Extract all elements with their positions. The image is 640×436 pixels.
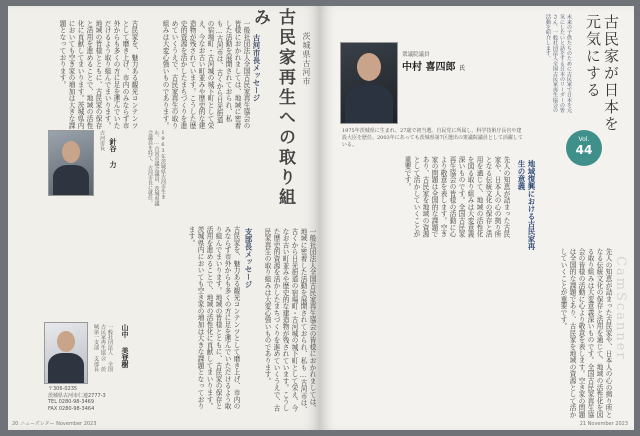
chief-role: 一般社団法人 全国古民家再生協会 茨城第一支部 支部長 xyxy=(93,324,113,372)
contact-tel: TEL 0280-98-3469 xyxy=(48,399,95,405)
contact-address: 茨城県古河市仁連2777-3 xyxy=(48,392,106,399)
mayor-role: 古河市長 xyxy=(99,130,105,151)
chief-photo xyxy=(44,322,88,384)
member-name: 中村 喜四郎 xyxy=(402,62,456,73)
lead-text: 未来の子供たちのために古民家で日本を元気にしたいと話をする日本のリーダーの皆さん。一般社団法人全国古民家再生協会の活動を紹介します。 xyxy=(545,14,572,113)
left-folio: 20 ニューズレター November 2023 xyxy=(12,421,97,427)
chief-message-text: 古民家を、魅力ある観光コンテンツとして磨き上げ、市内のみならず市外からも多くの方に足を運んでいただけるよう取り組んでまいります。地域の皆様とともに、古民家の保存と活用を進めることで、地域の活性化に貢献してまいります。茨城県内においても空き家の増加は大きな課題となっております。 xyxy=(187,226,240,410)
mayor-message-text: 一般社団法人全国古民家再生協会の皆様におかれましては、地域に密着した活動を展開されておられ、私も…古河市は、古くから日光街道の宿場町・古河城の城下町として栄え、今なお古い町並みや歴史的な建造物が残されています。こうした歴史的資源を活かしたまちづくりを進めていくうえで、古民家再生の取り組みは大変心強いものであります。 xyxy=(161,20,250,129)
city-label: 茨城県古河市 xyxy=(302,32,311,86)
member-name-row xyxy=(402,58,465,73)
member-photo xyxy=(340,42,398,124)
mayor-message-text-continued: 一般社団法人全国古民家再生協会の皆様におかれましては、地域に密着した活動を展開されておられ、私も…古河市は、古くから日光街道の宿場町・古河城の城下町として栄え、今なお古い町並みや歴史的な建造物が残されています。こうした歴史的資源を活かしたまちづくりを進めていくうえで、古民家再生の取り組みは大変心強いものであります。 xyxy=(263,228,316,413)
contact-block xyxy=(48,386,106,412)
left-page xyxy=(8,6,320,430)
chief-message-heading: 支部長メッセージ xyxy=(244,228,253,288)
mayor-bio: 1963年茨城県古河市生まれ。…古河市議会議員、茨城県議会議員を経て、古河市長に就任。 xyxy=(147,130,166,206)
mayor-message-heading: 古河市長メッセージ xyxy=(252,34,261,102)
member-honorific: 氏 xyxy=(458,65,465,72)
mayor-name: 針谷 力 xyxy=(109,138,118,168)
contact-fax: FAX 0280-98-3464 xyxy=(48,405,95,412)
member-bio: 1975年茨城県に生まれ、27歳で初当選。自民党に所属し、科学技術庁長官や建設大臣を歴任。2003年にあっても茨城県第7区選出の衆議院議員として活躍している。 xyxy=(342,128,523,148)
chief-name: 山中 美登樹 xyxy=(121,324,130,368)
right-folio: 21 November 2023 xyxy=(579,421,628,427)
section-heading: 地域復興における古民家再生の意義 xyxy=(517,160,536,250)
right-page xyxy=(320,6,634,430)
member-role: 衆議院議員 xyxy=(402,52,430,58)
body-text-lower: 先人の知恵が詰まった古民家や、日本人の心の拠り所となる伝統文化の保存と活用を通じて、地域の活性化を図る取り組みは大変意義深いものです。全国古民家再生協会の皆様の活動に心より敬意を表します。空き家の問題は全国的な課題であり、古民家を地域の資源として活かしていくことが重要です。 xyxy=(559,248,612,418)
mayor-photo xyxy=(48,130,94,196)
chief-message-text-top: 古民家を、魅力ある観光コンテンツとして磨き上げ、市内のみならず市外からも多くの方に足を運んでいただけるよう取り組んでまいります。地域の皆様とともに、古民家の保存と活用を進めることで、地域の活性化に貢献してまいります。茨城県内においても空き家の増加は大きな課題となっております。 xyxy=(58,20,138,129)
page-title-left: 古民家再生への取り組み xyxy=(250,8,295,208)
watermark: CamScanner xyxy=(613,256,628,361)
vol-label: Vol. xyxy=(578,136,590,143)
page-title-right: 古民家が日本を元気にする xyxy=(584,14,620,133)
vol-badge xyxy=(566,130,602,166)
contact-postal: 〒306-0235 xyxy=(48,386,78,392)
body-text-upper: 先人の知恵が詰まった古民家や、日本人の心の拠り所となる伝統文化の保存と活用を通じて、地域の活性化を図る取り組みは大変意義深いものです。全国古民家再生協会の皆様の活動に心より敬意を表します。空き家の問題は全国的な課題であり、古民家を地域の資源として活かしていくことが重要です。 xyxy=(403,156,510,238)
vol-number: 44 xyxy=(575,143,593,157)
